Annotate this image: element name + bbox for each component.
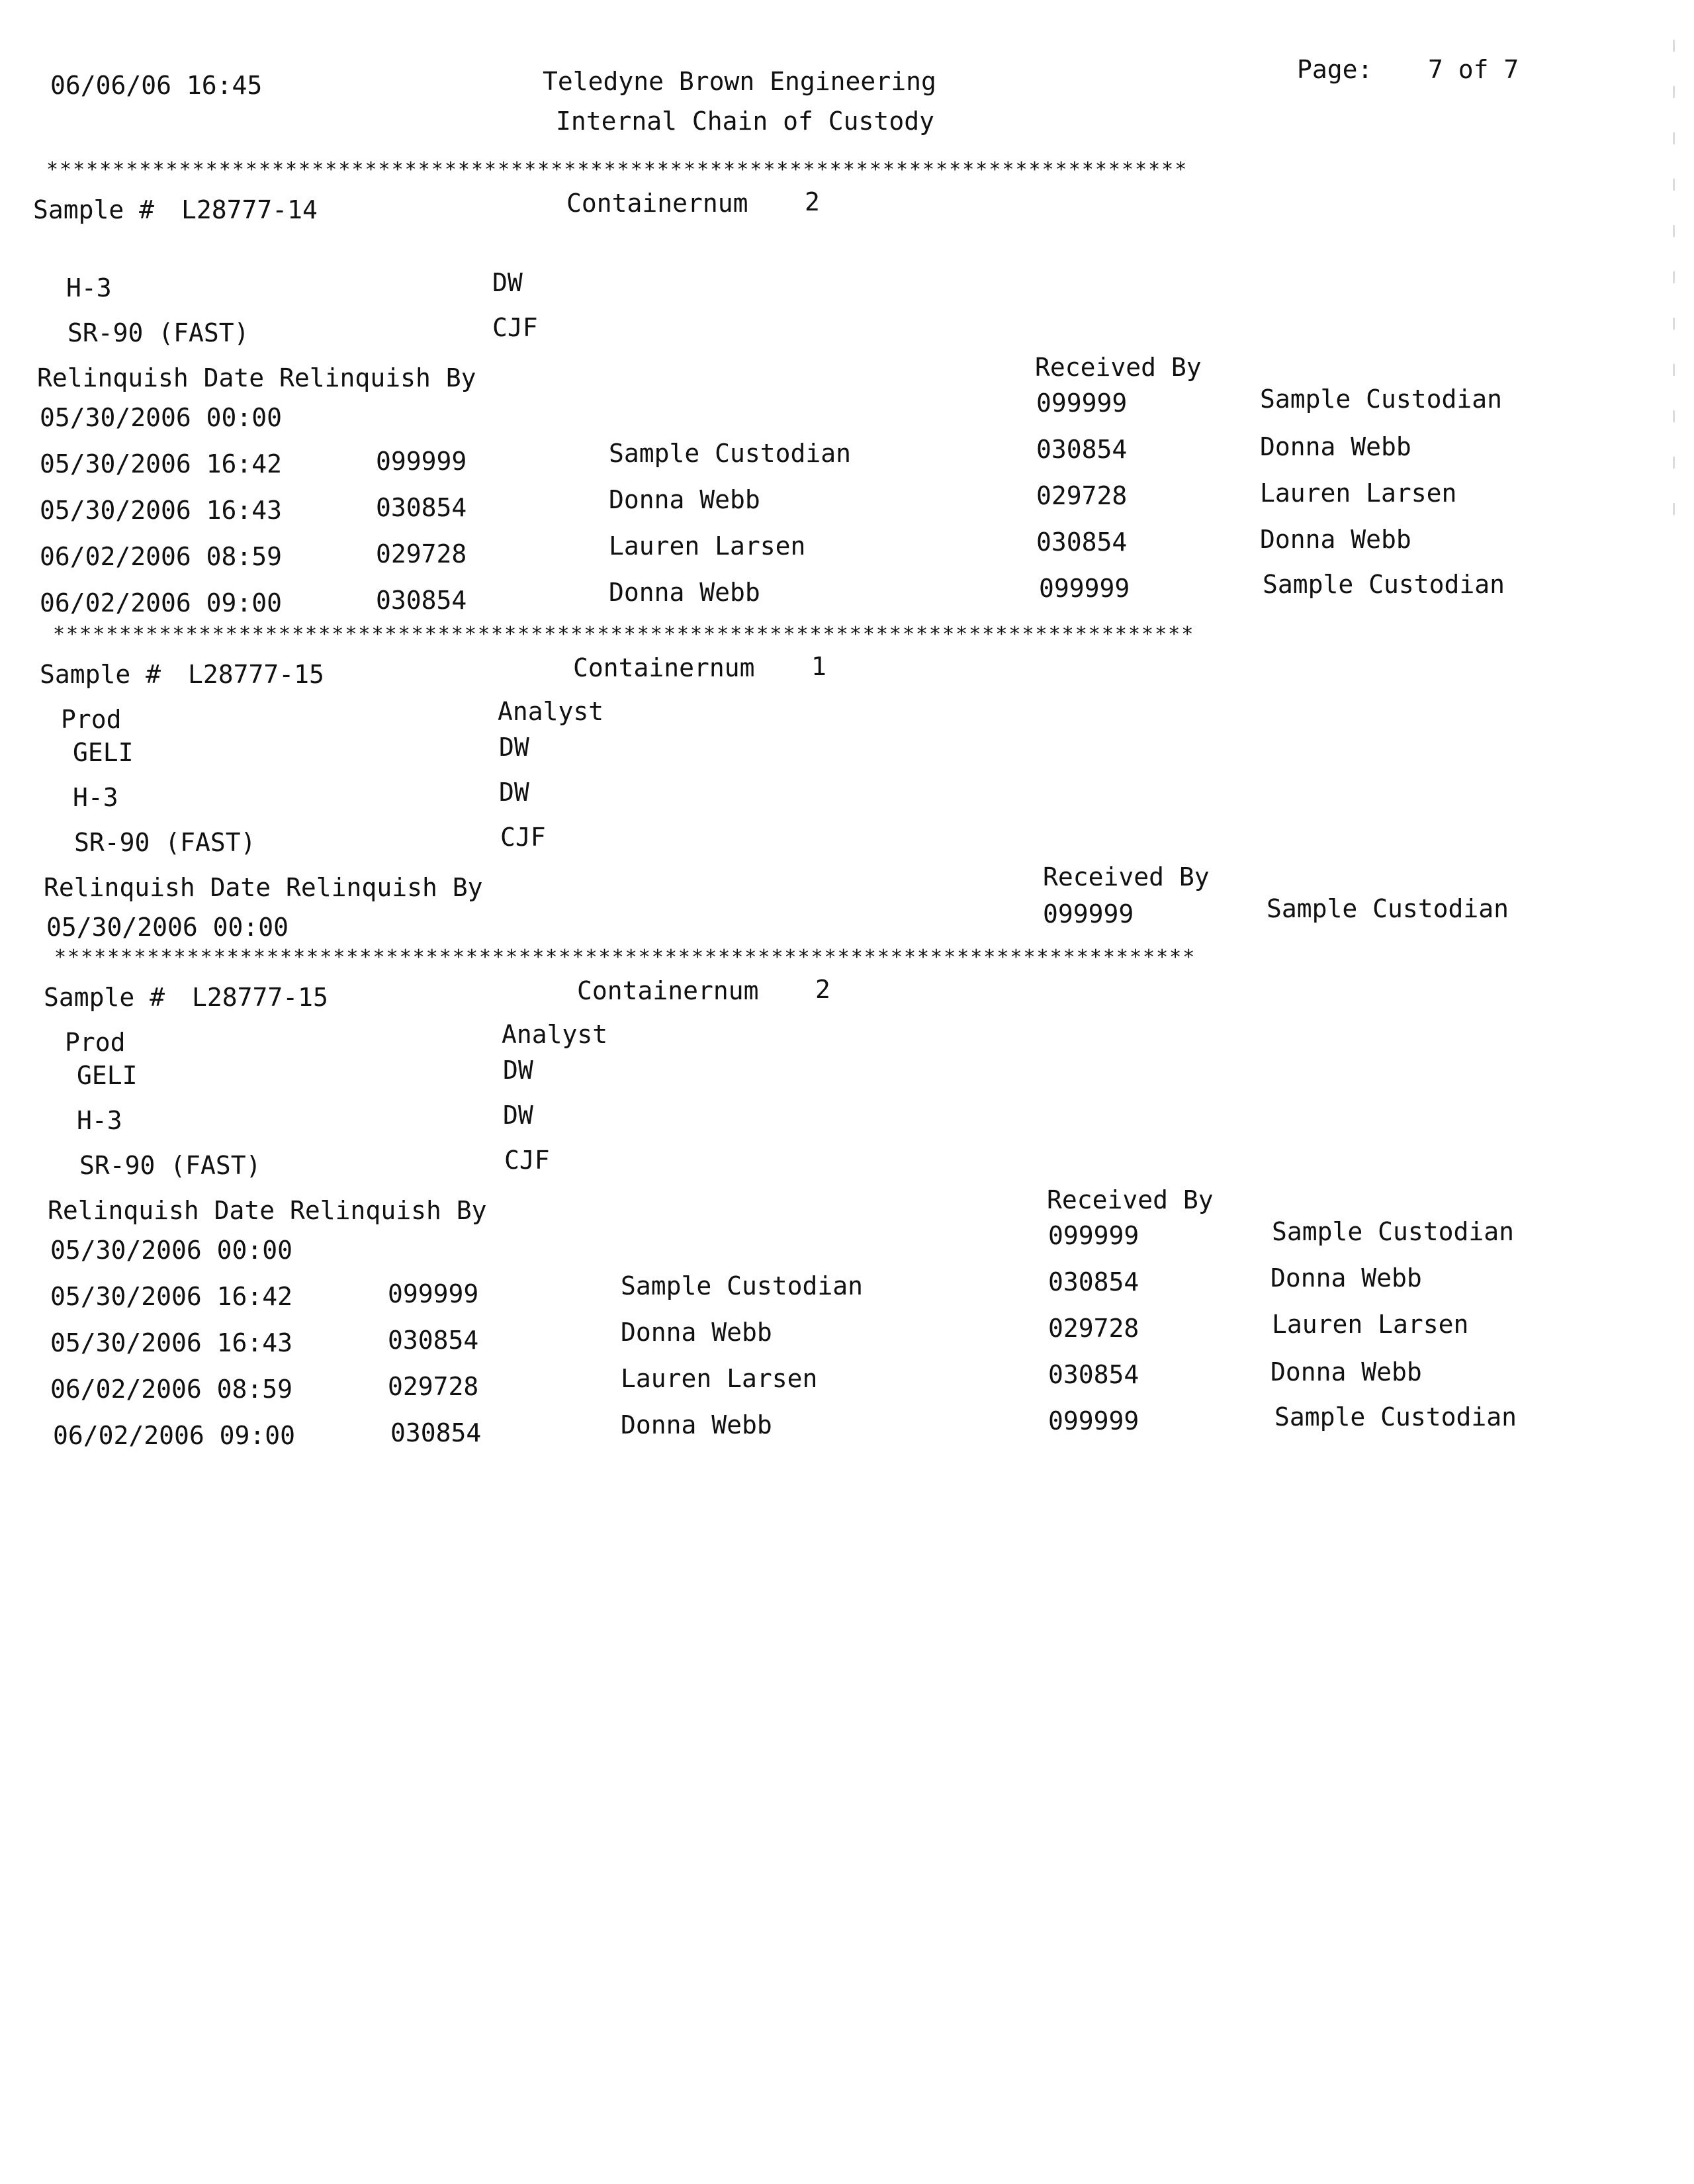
- containernum-value: 2: [815, 975, 830, 1004]
- relinquish-by-name: Sample Custodian: [609, 439, 852, 468]
- sample-label: Sample #: [44, 983, 165, 1012]
- relinquish-date: 06/02/2006 09:00: [53, 1421, 296, 1450]
- sample-number: L28777-15: [192, 983, 328, 1012]
- relinquish-by-name: Donna Webb: [621, 1410, 772, 1439]
- received-by-name: Sample Custodian: [1260, 385, 1503, 414]
- relinquish-by-name: Donna Webb: [609, 578, 760, 607]
- received-by-id: 030854: [1048, 1360, 1139, 1389]
- prod-header: Prod: [65, 1028, 126, 1057]
- page-label: Page:: [1297, 55, 1373, 84]
- analyst-header: Analyst: [498, 697, 604, 726]
- relinquish-date: 05/30/2006 16:42: [50, 1282, 293, 1311]
- analyst-header: Analyst: [502, 1020, 608, 1049]
- scan-edge-marks: [1673, 40, 1675, 543]
- relinquish-date: 05/30/2006 16:42: [40, 449, 283, 478]
- received-by-id: 099999: [1048, 1406, 1139, 1435]
- received-by-name: Donna Webb: [1260, 432, 1411, 461]
- relinquish-by-name: Donna Webb: [621, 1318, 772, 1347]
- received-by-name: Sample Custodian: [1267, 894, 1509, 923]
- section-separator: **************************************************************************************: [46, 160, 1188, 180]
- relinquish-by-id: 030854: [388, 1326, 479, 1355]
- company-name: Teledyne Brown Engineering: [543, 67, 936, 96]
- relinquish-date: 05/30/2006 00:00: [50, 1236, 293, 1265]
- page-number: 7 of 7: [1428, 55, 1519, 84]
- containernum-label: Containernum: [577, 976, 759, 1005]
- product-analyst: DW: [499, 733, 529, 762]
- relinquish-by-id: 099999: [388, 1279, 479, 1308]
- relinquish-date: 05/30/2006 16:43: [40, 496, 283, 525]
- received-by-name: Lauren Larsen: [1272, 1310, 1469, 1339]
- containernum-label: Containernum: [566, 189, 748, 218]
- received-by-header: Received By: [1035, 353, 1202, 382]
- containernum-value: 1: [811, 652, 826, 681]
- relinquish-by-id: 029728: [388, 1372, 479, 1401]
- relinquish-date: 05/30/2006 00:00: [46, 913, 289, 942]
- received-by-name: Sample Custodian: [1272, 1217, 1515, 1246]
- received-by-id: 099999: [1043, 899, 1134, 929]
- section-separator: **************************************************************************************: [53, 625, 1195, 645]
- relinquish-by-id: 030854: [376, 493, 467, 522]
- relinquish-by-name: Donna Webb: [609, 485, 760, 514]
- sample-label: Sample #: [40, 660, 161, 689]
- product-name: GELI: [73, 738, 134, 767]
- relinquish-date: 05/30/2006 16:43: [50, 1328, 293, 1357]
- relinquish-header: Relinquish Date Relinquish By: [48, 1196, 487, 1225]
- containernum-value: 2: [805, 187, 820, 216]
- relinquish-header: Relinquish Date Relinquish By: [44, 873, 483, 902]
- relinquish-by-id: 099999: [376, 447, 467, 476]
- document-title: Internal Chain of Custody: [556, 107, 934, 136]
- received-by-name: Sample Custodian: [1263, 570, 1505, 599]
- received-by-id: 099999: [1039, 574, 1130, 603]
- product-analyst: CJF: [492, 313, 538, 342]
- received-by-id: 029728: [1048, 1314, 1139, 1343]
- received-by-id: 099999: [1036, 388, 1128, 418]
- relinquish-by-id: 030854: [376, 586, 467, 615]
- product-name: SR-90 (FAST): [67, 318, 249, 347]
- product-name: H-3: [73, 783, 118, 812]
- product-analyst: DW: [499, 778, 529, 807]
- print-timestamp: 06/06/06 16:45: [50, 71, 263, 100]
- sample-number: L28777-14: [181, 195, 318, 224]
- received-by-id: 030854: [1036, 527, 1128, 557]
- received-by-id: 099999: [1048, 1221, 1139, 1250]
- received-by-name: Donna Webb: [1260, 525, 1411, 554]
- product-name: H-3: [66, 273, 112, 302]
- product-name: H-3: [77, 1106, 122, 1135]
- product-analyst: DW: [503, 1101, 533, 1130]
- prod-header: Prod: [61, 705, 122, 734]
- received-by-header: Received By: [1047, 1185, 1214, 1214]
- sample-number: L28777-15: [188, 660, 324, 689]
- relinquish-date: 06/02/2006 09:00: [40, 588, 283, 617]
- received-by-name: Lauren Larsen: [1260, 478, 1457, 508]
- product-analyst: CJF: [504, 1146, 550, 1175]
- relinquish-by-name: Lauren Larsen: [621, 1364, 818, 1393]
- received-by-name: Sample Custodian: [1274, 1402, 1517, 1432]
- product-analyst: DW: [503, 1056, 533, 1085]
- relinquish-date: 06/02/2006 08:59: [50, 1375, 293, 1404]
- containernum-label: Containernum: [573, 653, 755, 682]
- received-by-header: Received By: [1043, 862, 1210, 891]
- relinquish-header: Relinquish Date Relinquish By: [37, 363, 476, 392]
- section-separator: **************************************************************************************: [54, 948, 1196, 968]
- product-name: SR-90 (FAST): [74, 828, 256, 857]
- product-name: SR-90 (FAST): [79, 1151, 261, 1180]
- received-by-id: 030854: [1036, 435, 1128, 464]
- received-by-id: 029728: [1036, 481, 1128, 510]
- received-by-name: Donna Webb: [1270, 1263, 1422, 1293]
- relinquish-by-id: 030854: [390, 1418, 482, 1447]
- product-analyst: CJF: [500, 823, 546, 852]
- product-analyst: DW: [492, 268, 523, 297]
- received-by-name: Donna Webb: [1270, 1357, 1422, 1387]
- product-name: GELI: [77, 1061, 138, 1090]
- relinquish-by-name: Lauren Larsen: [609, 531, 806, 561]
- relinquish-by-id: 029728: [376, 539, 467, 569]
- relinquish-date: 06/02/2006 08:59: [40, 542, 283, 571]
- relinquish-date: 05/30/2006 00:00: [40, 403, 283, 432]
- sample-label: Sample #: [33, 195, 155, 224]
- received-by-id: 030854: [1048, 1267, 1139, 1297]
- relinquish-by-name: Sample Custodian: [621, 1271, 864, 1300]
